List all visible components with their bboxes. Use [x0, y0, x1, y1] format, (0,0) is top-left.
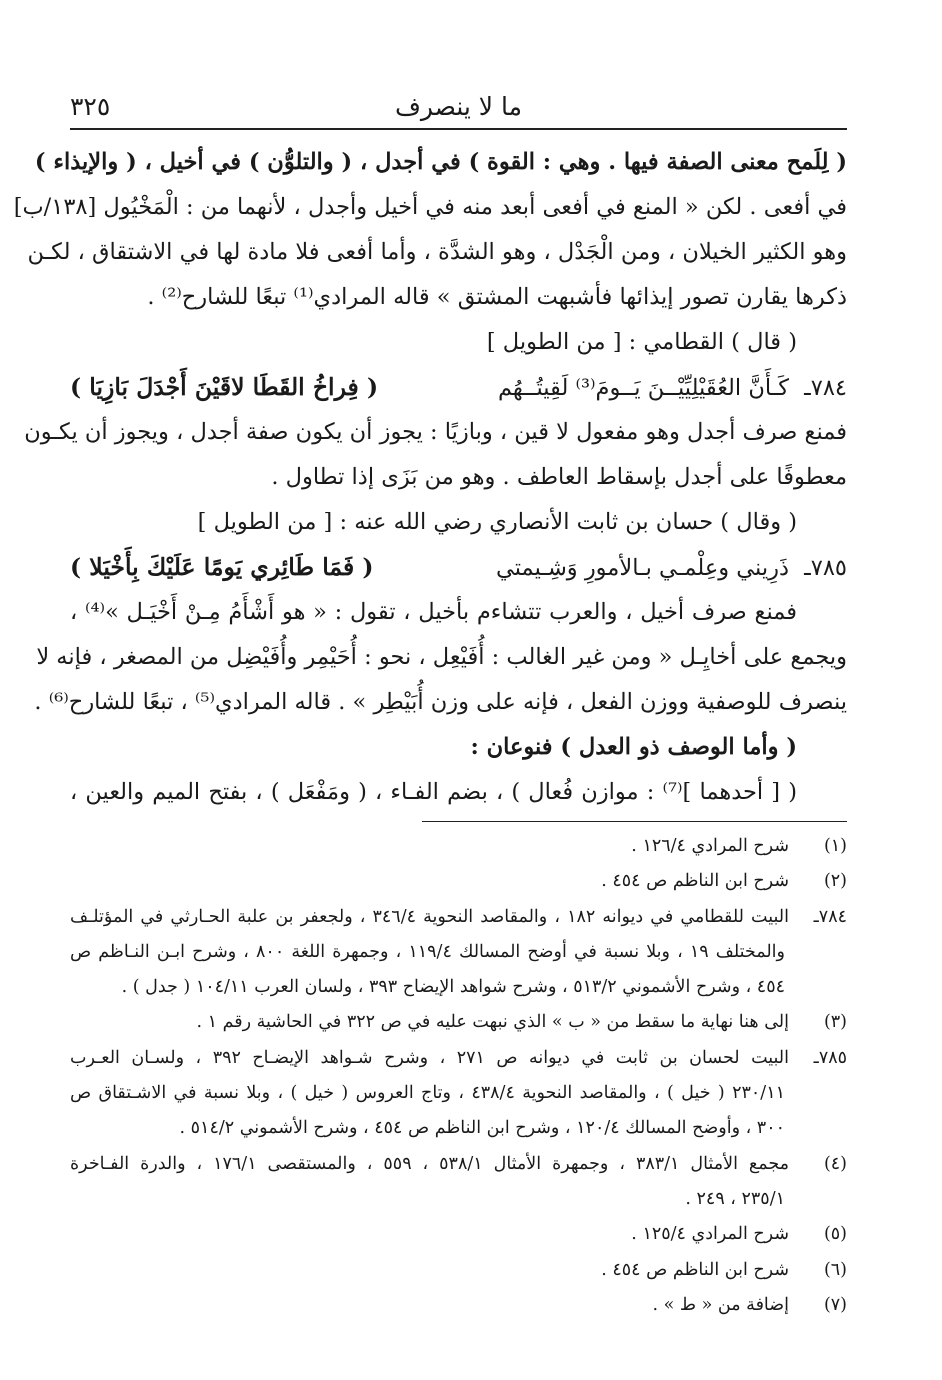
- footnote-text: شرح ابن الناظم ص ٤٥٤ .: [601, 1259, 789, 1280]
- text-line: ذكرها يقارن تصور إيذائها فأشبهت المشتق » قاله المرادي⁽¹⁾ تبعًا للشارح⁽²⁾ .: [147, 284, 847, 310]
- footnote-line: [70, 1288, 847, 1323]
- running-title: ما لا ينصرف: [394, 92, 523, 121]
- footnote-line: [70, 1182, 847, 1217]
- footnote-text: إلى هنا نهاية ما سقط من « ب » الذي نبهت عليه في ص ٣٢٢ في الحاشية رقم ١ .: [196, 1012, 789, 1033]
- footnote-text: ٤٥٤ ، وشرح الأشموني ٥١٣/٢ ، وشرح شواهد الإيضاح ٣٩٣ ، ولسان العرب ١٠٤/١١ ( جدل ) .: [121, 977, 785, 998]
- text-line: معطوفًا على أجدل بإسقاط العاطف . وهو من بَزَى إذا تطاول .: [271, 464, 847, 490]
- page-number: ٣٢٥: [70, 92, 111, 121]
- verse-first-hemistich: ذَرِيني وعِلْمـي بـالأمورِ وَشِـيمتي: [496, 555, 789, 581]
- footnote-text: ٢٣٠/١١ ( خيل ) ، والمقاصد النحوية ٤٣٨/٤ ، وتاج العروس ( خيل ) ، وبلا نسبة في الاشـتقاق ص: [70, 1083, 785, 1104]
- footnote-number: (٦): [823, 1259, 847, 1280]
- footnote-text: شرح ابن الناظم ص ٤٥٤ .: [601, 871, 789, 892]
- verse-784: [70, 365, 847, 410]
- footnote-number: (٥): [823, 1224, 847, 1245]
- footnote-text: ٣٠٠ ، وأوضح المسالك ١٢٠/٤ ، وشرح ابن الناظم ص ٤٥٤ ، وشرح الأشموني ٥١٤/٢ .: [179, 1118, 785, 1139]
- footnote-number: ٧٨٥ـ: [813, 1047, 848, 1068]
- text-line: ( لِلَمح معنى الصفة فيها . وهي : القوة ) في أجدل ، ( والتلوُّن ) في أخيل ، ( والإيذاء ): [34, 149, 847, 175]
- text-line: فمنع صرف أخيل ، والعرب تتشاءم بأخيل ، تقول : « هو أَشْأَمُ مِـنْ أَخْيَـل »⁽⁴⁾ ،: [70, 599, 797, 625]
- verse-second-hemistich: ( فِراخُ القَطَا لاقَيْنَ أَجْدَلَ بَازِيَا ): [70, 373, 379, 401]
- footnote-text: شرح المرادي ١٢٥/٤ .: [631, 1224, 789, 1245]
- text-line: ( [ أحدهما ]⁽⁷⁾ : موازن فُعال ) ، بضم الفـاء ، ( ومَفْعَل ) ، بفتح الميم والعين ،: [70, 779, 798, 805]
- text-line: وهو الكثير الخيلان ، ومن الْجَدْل ، وهو الشدَّة ، وأما أفعى فلا مادة لها في الاشتقاق ، لكـن: [27, 239, 847, 265]
- footnote-line: [70, 970, 847, 1005]
- footnote-line: [70, 1217, 847, 1252]
- footnote-number: (٣): [823, 1012, 847, 1033]
- footnote-text: مجمع الأمثال ٣٨٣/١ ، وجمهرة الأمثال ٥٣٨/١ ، ٥٥٩ ، والمستقصى ١٧٦/١ ، والدرة الفـاخرة: [70, 1153, 789, 1174]
- footnote-line: [70, 935, 847, 970]
- verse-number: ٧٨٤ـ: [804, 375, 847, 401]
- text-line: فمنع صرف أجدل وهو مفعول لا قين ، وبازيًا : يجوز أن يكون صفة أجدل ، ويجوز أن يكـون: [24, 419, 847, 445]
- footnote-line: [70, 864, 847, 899]
- main-text: [13, 140, 847, 815]
- footnote-text: والمختلف ١٩ ، وبلا نسبة في أوضح المسالك ١١٩/٤ ، وجمهرة اللغة ٨٠٠ ، وشرح ابـن النـاظم ص: [70, 941, 785, 962]
- verse-intro: ( وقال ) حسان بن ثابت الأنصاري رضي الله عنه : [ من الطويل ]: [197, 509, 797, 535]
- footnote-line: [70, 1253, 847, 1288]
- footnote-text: شرح المرادي ١٢٦/٤ .: [631, 836, 789, 856]
- footnote-line: [70, 1041, 847, 1076]
- footnote-number: (٤): [823, 1153, 847, 1174]
- text-line: ينصرف للوصفية ووزن الفعل ، فإنه على وزن أُبَيْطِر » . قاله المرادي⁽⁵⁾ ، تبعًا للشارح⁽⁶⁾ .: [34, 689, 847, 715]
- footnote-line: [70, 1111, 847, 1146]
- text-line: ويجمع على أخايِـل « ومن غير الغالب : أُفَيْعِل ، نحو : أُحَيْمِر وأُفَيْضِل من المصغر ، فإنه لا: [36, 644, 847, 670]
- footnote-line: [70, 1005, 847, 1040]
- footnote-text: ٢٣٥/١ ، ٢٤٩ .: [685, 1188, 785, 1209]
- footnote-line: [70, 900, 847, 935]
- section-heading: ( وأما الوصف ذو العدل ) فنوعان :: [470, 734, 797, 760]
- header-rule: [70, 128, 847, 130]
- footnote-number: (٢): [823, 871, 847, 892]
- footnote-text: البيت لحسان بن ثابت في ديوانه ص ٢٧١ ، وشرح شـواهد الإيضـاح ٣٩٢ ، ولسـان العـرب: [70, 1047, 790, 1068]
- footnote-number: ٧٨٤ـ: [813, 906, 847, 927]
- verse-second-hemistich: ( فَمَا طَائِري يَومًا عَلَيْكَ بِأَخْيَلا ): [70, 553, 374, 581]
- footnotes: [70, 829, 847, 1323]
- verse-785: [70, 545, 847, 590]
- footnote-line: [70, 1076, 847, 1111]
- verse-intro: ( قال ) القطامي : [ من الطويل ]: [486, 329, 797, 355]
- footnote-line: [70, 829, 847, 864]
- page-header: [70, 92, 847, 126]
- footnote-line: [70, 1147, 847, 1182]
- footnote-text: إضافة من « ط » .: [652, 1294, 789, 1315]
- verse-first-hemistich: كَـأَنَّ العُقَيْلِيِّيْــنَ يَــومَ⁽³⁾ لَقِيتُــهُم: [497, 375, 789, 401]
- footnote-separator: [422, 821, 847, 822]
- footnote-number: (١): [823, 836, 847, 856]
- footnote-number: (٧): [823, 1294, 847, 1315]
- verse-number: ٧٨٥ـ: [804, 555, 847, 581]
- footnote-text: البيت للقطامي في ديوانه ١٨٢ ، والمقاصد النحوية ٣٤٦/٤ ، ولجعفر بن علبة الحـارثي في المؤتلـف: [70, 906, 789, 927]
- text-line: في أفعى . لكن « المنع في أفعى أبعد منه في أخيل وأجدل ، لأنهما من : الْمَخْيُول [١٣٨/ب]: [13, 194, 847, 220]
